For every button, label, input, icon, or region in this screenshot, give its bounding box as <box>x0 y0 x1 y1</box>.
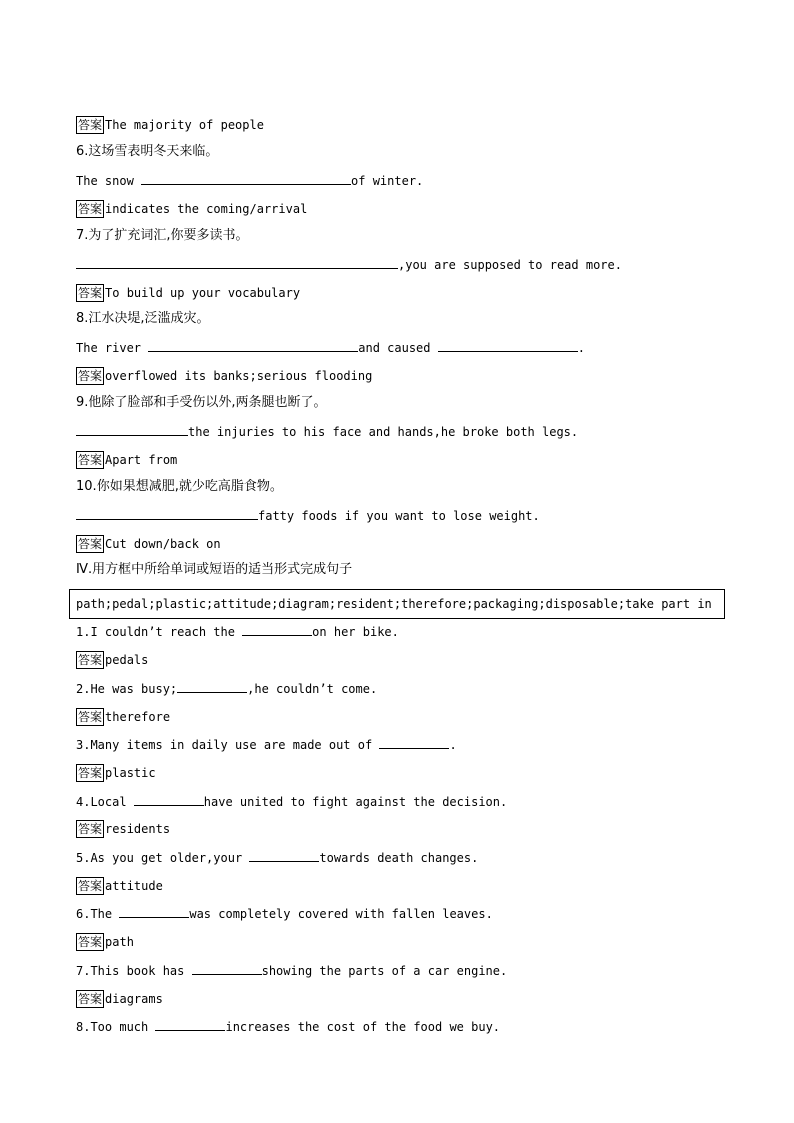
answer-line <box>76 116 264 134</box>
answer-blank[interactable] <box>438 339 578 352</box>
question-sentence: 4.Local have united to fight against the decision. <box>76 795 508 809</box>
answer-blank[interactable] <box>148 339 358 352</box>
question-sentence: ,you are supposed to read more. <box>76 256 622 273</box>
answer-tag: 答案 <box>78 935 103 949</box>
answer-tag: 答案 <box>78 879 103 893</box>
answer-tag: 答案 <box>78 202 103 216</box>
question-sentence: The river and caused . <box>76 341 585 355</box>
question-sentence: 2.He was busy; ,he couldn’t come. <box>76 682 378 696</box>
answer-blank[interactable] <box>76 256 398 269</box>
answer-blank[interactable] <box>119 905 189 918</box>
answer-line: 答案 To build up your vocabulary <box>78 286 301 300</box>
answer-line: 答案 attitude <box>78 879 163 893</box>
question-sentence: 1.I couldn’t reach the on her bike. <box>76 625 399 639</box>
answer-text: The majority of people <box>105 118 264 132</box>
answer-blank[interactable] <box>192 962 262 975</box>
answer-line: 答案 indicates the coming/arrival <box>78 202 308 216</box>
answer-tag: 答案 <box>78 286 103 300</box>
answer-line: 答案 Apart from <box>78 453 178 467</box>
answer-tag: 答案 <box>78 822 103 836</box>
question-sentence: 8.Too much increases the cost of the food we buy. <box>76 1020 501 1034</box>
section-heading: Ⅳ.用方框中所给单词或短语的适当形式完成句子 <box>76 562 353 577</box>
answer-blank[interactable] <box>141 172 351 185</box>
answer-blank[interactable] <box>249 849 319 862</box>
answer-line: 答案 therefore <box>78 710 171 724</box>
question-sentence: fatty foods if you want to lose weight. <box>76 507 540 524</box>
answer-line: 答案 pedals <box>78 653 149 667</box>
question-chinese: 6.这场雪表明冬天来临。 <box>76 144 219 159</box>
question-chinese: 9.他除了脸部和手受伤以外,两条腿也断了。 <box>76 395 327 410</box>
question-chinese: 7.为了扩充词汇,你要多读书。 <box>76 228 249 243</box>
answer-line: 答案 overflowed its banks;serious flooding <box>78 369 373 383</box>
answer-line: 答案 plastic <box>78 766 156 780</box>
question-sentence: 6.The was completely covered with fallen leaves. <box>76 907 493 921</box>
question-sentence: the injuries to his face and hands,he broke both legs. <box>76 423 578 440</box>
answer-blank[interactable] <box>76 423 188 436</box>
answer-tag: 答案 <box>78 653 103 667</box>
answer-line: 答案 diagrams <box>78 992 163 1006</box>
answer-tag: 答案 <box>78 453 103 467</box>
answer-blank[interactable] <box>134 793 204 806</box>
answer-blank[interactable] <box>177 680 247 693</box>
word-box: path;pedal;plastic;attitude;diagram;resident;therefore;packaging;disposable;take part in <box>69 589 725 619</box>
answer-line: 答案 residents <box>78 822 171 836</box>
question-chinese: 10.你如果想减肥,就少吃高脂食物。 <box>76 479 283 494</box>
answer-tag: 答案 <box>78 118 103 132</box>
answer-line: 答案 path <box>78 935 134 949</box>
answer-line: 答案 Cut down/back on <box>78 537 221 551</box>
answer-blank[interactable] <box>242 623 312 636</box>
answer-tag: 答案 <box>78 766 103 780</box>
answer-tag: 答案 <box>78 992 103 1006</box>
answer-blank[interactable] <box>155 1018 225 1031</box>
answer-blank[interactable] <box>379 736 449 749</box>
question-chinese: 8.江水决堤,泛滥成灾。 <box>76 311 210 326</box>
answer-tag: 答案 <box>78 537 103 551</box>
answer-blank[interactable] <box>76 507 258 520</box>
question-sentence: The snow of winter. <box>76 174 424 188</box>
question-sentence: 3.Many items in daily use are made out of . <box>76 738 457 752</box>
answer-tag: 答案 <box>78 710 103 724</box>
question-sentence: 5.As you get older,your towards death changes. <box>76 851 479 865</box>
question-sentence: 7.This book has showing the parts of a car engine. <box>76 964 508 978</box>
answer-tag: 答案 <box>78 369 103 383</box>
